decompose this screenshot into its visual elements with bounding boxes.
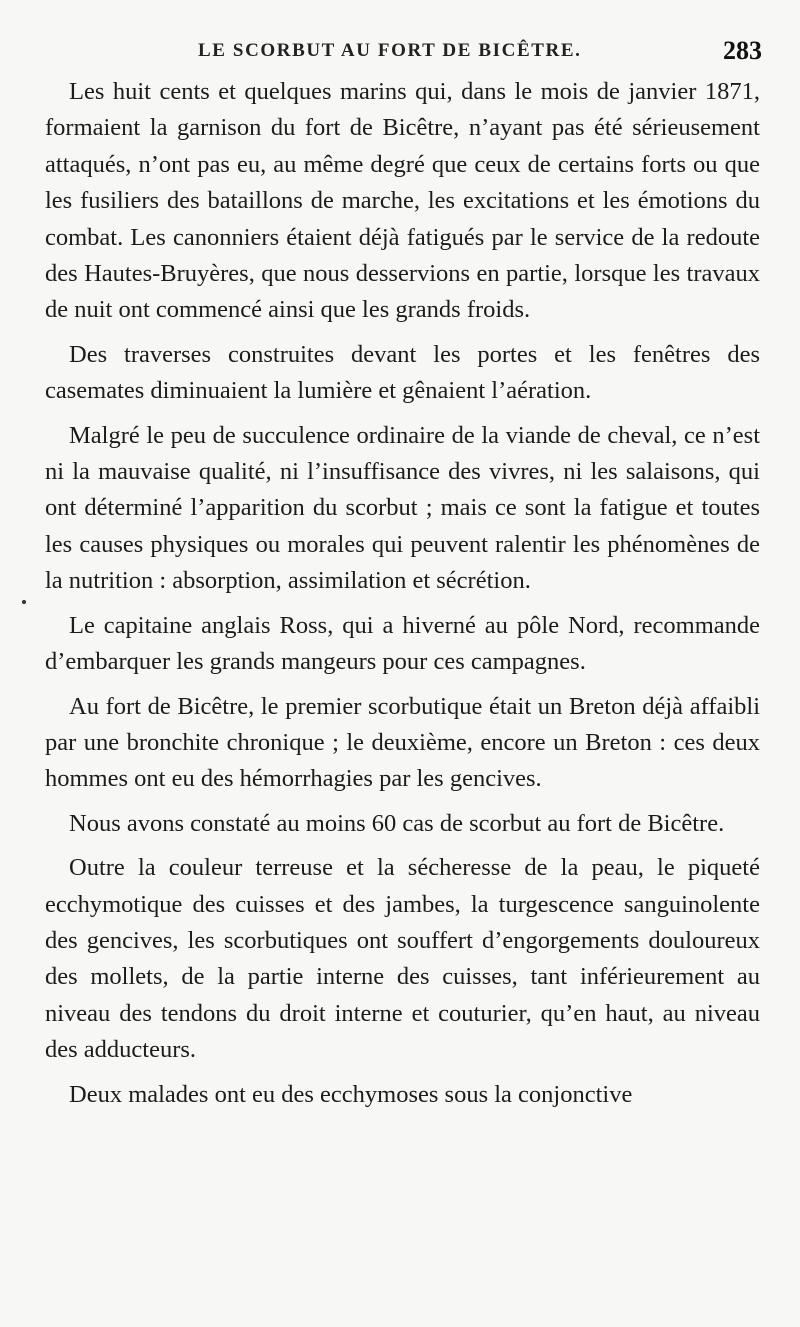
paragraph-conjunctiva: Deux malades ont eu des ecchymoses sous la conjonctive [69, 1080, 633, 1108]
paragraph-traverses: Des traverses construites devant les portes et les fenêtres des casemates diminuaient la lumière et gênaient l’aération. [45, 340, 760, 405]
text-body [45, 74, 760, 1121]
paragraph-garrison: Les huit cents et quelques marins qui, dans le mois de janvier 1871, formaient la garnison du fort de Bicêtre, n’ayant pas été sérieusement attaqués, n’ont pas eu, au même degré que ceux de certains forts ou que les fusiliers des bataillons de marche, les excitations et les émotions du combat. Les canonniers étaient déjà fatigués par le service de la redoute des Hautes-Bruyères, que nous desservions en partie, lorsque les travaux de nuit ont commencé ainsi que les grands froids. [45, 78, 760, 324]
page-number: 283 [723, 36, 762, 65]
margin-dot-mark [22, 600, 26, 604]
running-title: LE SCORBUT AU FORT DE BICÊTRE. [198, 40, 582, 61]
running-head [0, 36, 800, 64]
paragraph-causes: Malgré le peu de succulence ordinaire de la viande de cheval, ce n’est ni la mauvaise qualité, ni l’insuffisance des vivres, ni les salaisons, qui ont déterminé l’apparition du scorbut ; mais ce sont la fatigue et toutes les causes physiques ou morales qui peuvent ralentir les phénomènes de la nutrition : absorption, assimilation et sécrétion. [45, 421, 760, 595]
paragraph-count: Nous avons constaté au moins 60 cas de scorbut au fort de Bicêtre. [69, 809, 725, 837]
paragraph-first-cases: Au fort de Bicêtre, le premier scorbutique était un Breton déjà affaibli par une bronchite chronique ; le deuxième, encore un Breton : ces deux hommes ont eu des hémorrhagies par les gencives. [45, 692, 760, 793]
paragraph-symptoms: Outre la couleur terreuse et la sécheresse de la peau, le piqueté ecchymotique des cuisses et des jambes, la turgescence sanguinolente des gencives, les scorbutiques ont souffert d’engorgements douloureux des mollets, de la partie interne des cuisses, tant inférieurement au niveau des tendons du droit interne et couturier, qu’en haut, au niveau des adducteurs. [45, 854, 760, 1064]
paragraph-ross: Le capitaine anglais Ross, qui a hiverné au pôle Nord, recommande d’embarquer les grands mangeurs pour ces campagnes. [45, 611, 760, 676]
